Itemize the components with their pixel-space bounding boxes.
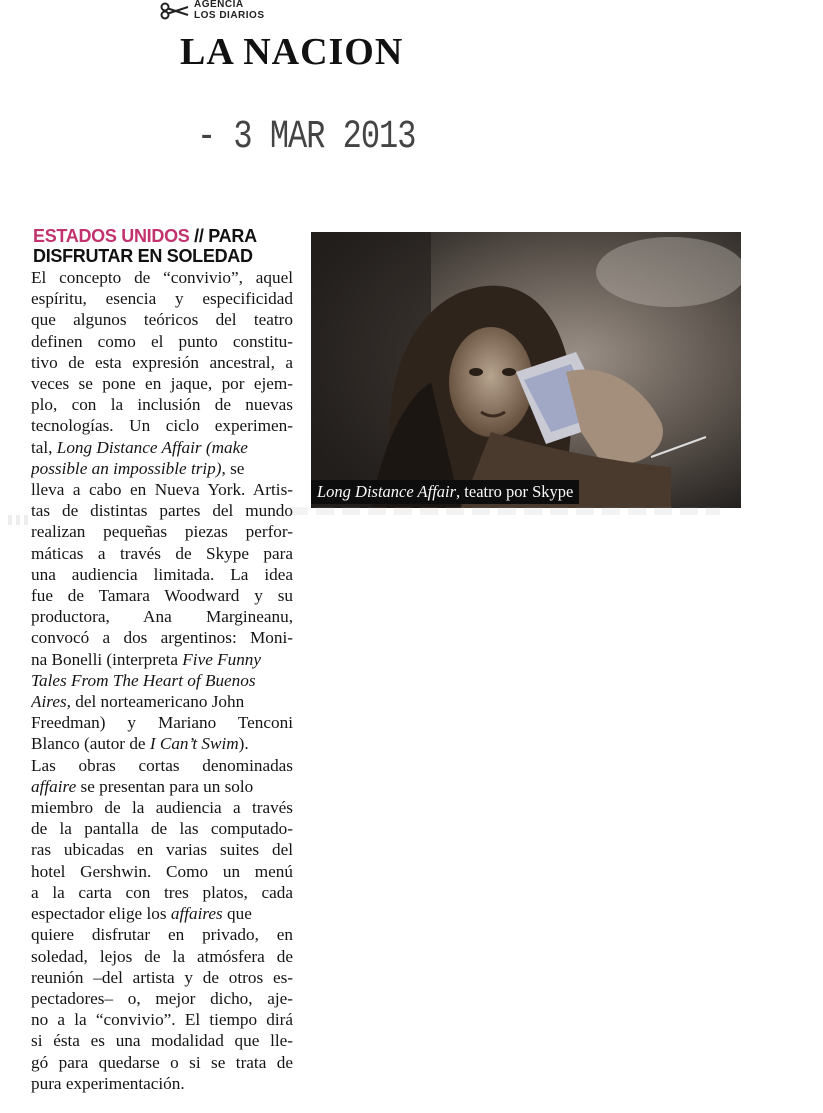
body-italic: I Can’t Swim: [149, 734, 239, 754]
body-line: [31, 649, 293, 670]
body-fragment: , se: [221, 458, 245, 478]
body-line: [31, 437, 293, 458]
body-line: máticas a través de Skype para: [31, 543, 293, 563]
body-line: a la carta con tres platos, cada: [31, 882, 293, 902]
body-line: Las obras cortas denominadas: [31, 755, 293, 775]
headline-line1: PARA: [208, 226, 257, 246]
body-line: una audiencia limitada. La idea: [31, 564, 293, 584]
body-fragment: se presentan para un solo: [76, 776, 254, 796]
article-body: [31, 267, 293, 1094]
body-fragment: na Bonelli (interpreta: [31, 649, 178, 669]
agency-name-line1: AGENCIA: [194, 0, 244, 10]
body-line: tecnologías. Un ciclo experimen-: [31, 416, 293, 436]
body-line: [31, 691, 293, 712]
body-line: hotel Gershwin. Como un menú: [31, 861, 293, 881]
body-fragment: Blanco (autor de: [31, 734, 146, 754]
caption-text: , teatro por Skype: [456, 482, 574, 501]
body-line: [31, 670, 293, 691]
body-line: [31, 903, 293, 924]
body-line: reunión –del artista y de otros es-: [31, 967, 293, 987]
article-headline: [33, 226, 303, 266]
body-italic: affaire: [31, 776, 77, 796]
section-label: ESTADOS UNIDOS: [33, 226, 190, 246]
body-italic: Long Distance Affair (make: [56, 437, 248, 457]
agency-logo: [160, 0, 290, 26]
body-line: si ésta es una modalidad que lle-: [31, 1031, 293, 1051]
article-photo: [311, 232, 741, 508]
headline-line2: DISFRUTAR EN SOLEDAD: [33, 246, 253, 266]
headline-separator: //: [189, 226, 209, 246]
body-fragment: espectador elige los: [31, 904, 167, 924]
bleed-through-texture: [290, 507, 720, 515]
body-line: productora, Ana Margineanu,: [31, 607, 293, 627]
body-line: realizan pequeñas piezas perfor-: [31, 522, 293, 542]
body-line: [31, 776, 293, 797]
body-line: de la pantalla de las computado-: [31, 819, 293, 839]
caption-title: Long Distance Affair: [317, 482, 457, 501]
body-line: veces se pone en jaque, por ejem-: [31, 374, 293, 394]
photo-caption: [311, 480, 579, 504]
body-line: quiere disfrutar en privado, en: [31, 925, 293, 945]
body-line: tas de distintas partes del mundo: [31, 501, 293, 521]
body-line: El concepto de “convivio”, aquel: [31, 268, 293, 287]
body-line: fue de Tamara Woodward y su: [31, 586, 293, 606]
body-line: pura experimentación.: [31, 1073, 185, 1093]
body-line: gó para quedarse o si se trata de: [31, 1052, 293, 1072]
body-fragment: , del norteamericano John: [66, 692, 245, 712]
body-line: [31, 733, 293, 754]
body-fragment: ).: [238, 734, 249, 754]
body-line: definen como el punto constitu-: [31, 331, 293, 351]
body-line: que algunos teóricos del teatro: [31, 310, 293, 330]
body-italic: Tales From The Heart of Buenos: [31, 670, 256, 690]
body-line: Freedman) y Mariano Tenconi: [31, 713, 293, 733]
bleed-through-texture: [8, 515, 28, 525]
body-italic: Five Funny: [182, 649, 262, 669]
body-line: lleva a cabo en Nueva York. Artis-: [31, 480, 293, 500]
photo-image: [311, 232, 741, 508]
body-italic: possible an impossible trip): [31, 458, 222, 478]
body-line: no a la “convivio”. El tiempo dirá: [31, 1010, 293, 1030]
body-line: soledad, lejos de la atmósfera de: [31, 946, 293, 966]
agency-name-line2: LOS DIARIOS: [194, 10, 265, 21]
body-italic: Aires: [31, 692, 67, 712]
body-line: ras ubicadas en varias suites del: [31, 840, 293, 860]
body-italic: affaires: [170, 904, 223, 924]
body-line: miembro de la audiencia a través: [31, 798, 293, 818]
body-line: pectadores– o, mejor dicho, aje-: [31, 988, 293, 1008]
body-line: espíritu, esencia y especificidad: [31, 289, 293, 309]
body-line: convocó a dos argentinos: Moni-: [31, 628, 293, 648]
scissors-icon: [160, 2, 190, 20]
date-stamp: - 3 MAR 2013: [197, 113, 416, 160]
body-fragment: que: [222, 904, 252, 924]
body-line: tivo de esta expresión ancestral, a: [31, 352, 293, 372]
newspaper-masthead: LA NACION: [180, 31, 404, 73]
body-line: plo, con la inclusión de nuevas: [31, 395, 293, 415]
body-fragment: tal,: [31, 437, 53, 457]
body-line: [31, 458, 293, 479]
